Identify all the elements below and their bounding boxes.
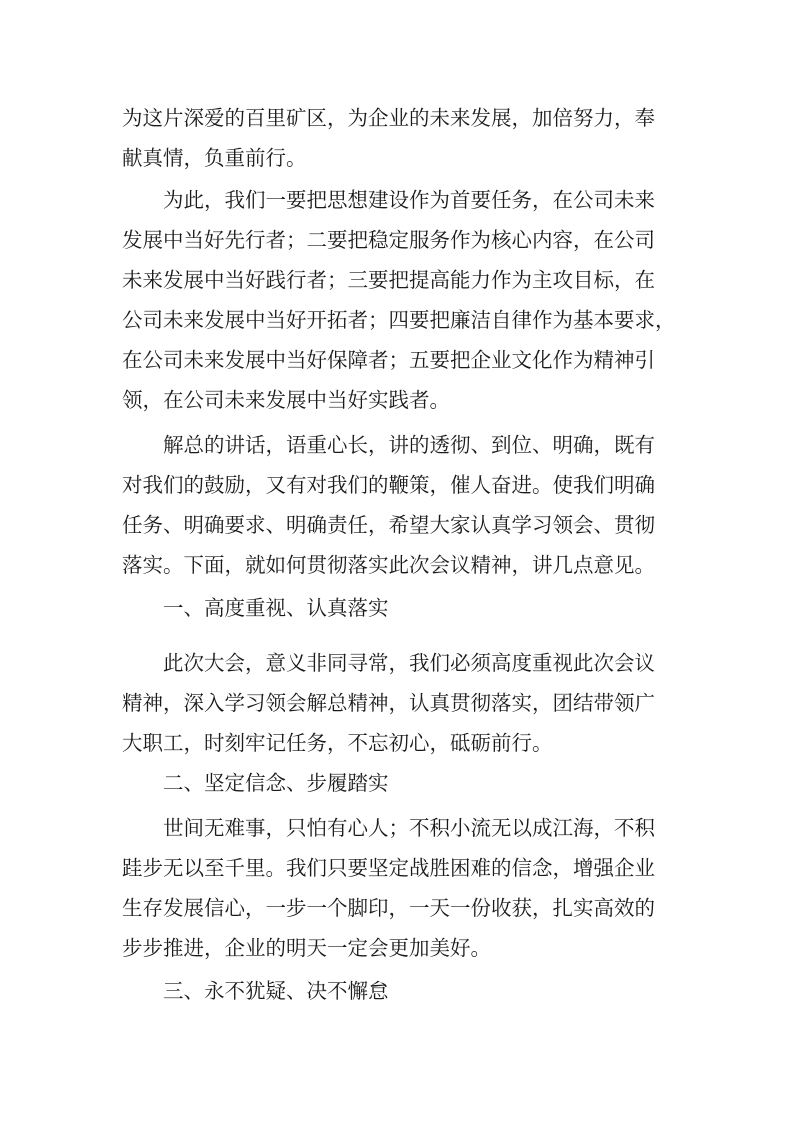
paragraph-closing-remark — [122, 98, 678, 178]
text-line: 世间无难事，只怕有心人；不积小流无以成江海，不积 — [163, 816, 655, 840]
text-line: 落实。下面，就如何贯彻落实此次会议精神，讲几点意见。 — [122, 553, 655, 577]
section-heading-3 — [122, 971, 678, 1011]
text-line: 任务、明确要求、明确责任，希望大家认真学习领会、贯彻 — [122, 513, 655, 537]
heading-line: 三、永不犹疑、决不懈怠 — [163, 979, 389, 1003]
text-line: 公司未来发展中当好开拓者；四要把廉洁自律作为基本要求， — [122, 308, 676, 332]
text-line: 献真情，负重前行。 — [122, 146, 307, 170]
text-line: 此次大会，意义非同寻常，我们必须高度重视此次会议 — [163, 651, 655, 675]
text-line: 步步推进，企业的明天一定会更加美好。 — [122, 936, 491, 960]
section-heading-2 — [122, 763, 678, 803]
paragraph-section-2 — [122, 808, 678, 968]
text-line: 大职工，时刻牢记任务，不忘初心，砥砺前行。 — [122, 731, 553, 755]
text-line: 精神，深入学习领会解总精神，认真贯彻落实，团结带领广 — [122, 691, 655, 715]
paragraph-section-1 — [122, 643, 678, 763]
text-line: 为这片深爱的百里矿区，为企业的未来发展，加倍努力，奉 — [122, 106, 655, 130]
text-line: 解总的讲话，语重心长，讲的透彻、到位、明确，既有 — [163, 433, 655, 457]
text-line: 领，在公司未来发展中当好实践者。 — [122, 388, 450, 412]
heading-line: 一、高度重视、认真落实 — [163, 596, 389, 620]
text-line: 跬步无以至千里。我们只要坚定战胜困难的信念，增强企业 — [122, 856, 655, 880]
paragraph-speech-summary — [122, 425, 678, 585]
paragraph-five-requirements — [122, 180, 678, 420]
text-line: 生存发展信心，一步一个脚印，一天一份收获，扎实高效的 — [122, 896, 655, 920]
text-line: 为此，我们一要把思想建设作为首要任务，在公司未来 — [163, 188, 655, 212]
text-line: 在公司未来发展中当好保障者；五要把企业文化作为精神引 — [122, 348, 655, 372]
heading-line: 二、坚定信念、步履踏实 — [163, 771, 389, 795]
text-line: 发展中当好先行者；二要把稳定服务作为核心内容，在公司 — [122, 228, 655, 252]
text-line: 未来发展中当好践行者；三要把提高能力作为主攻目标，在 — [122, 268, 655, 292]
section-heading-1 — [122, 588, 678, 628]
text-line: 对我们的鼓励，又有对我们的鞭策，催人奋进。使我们明确 — [122, 473, 655, 497]
